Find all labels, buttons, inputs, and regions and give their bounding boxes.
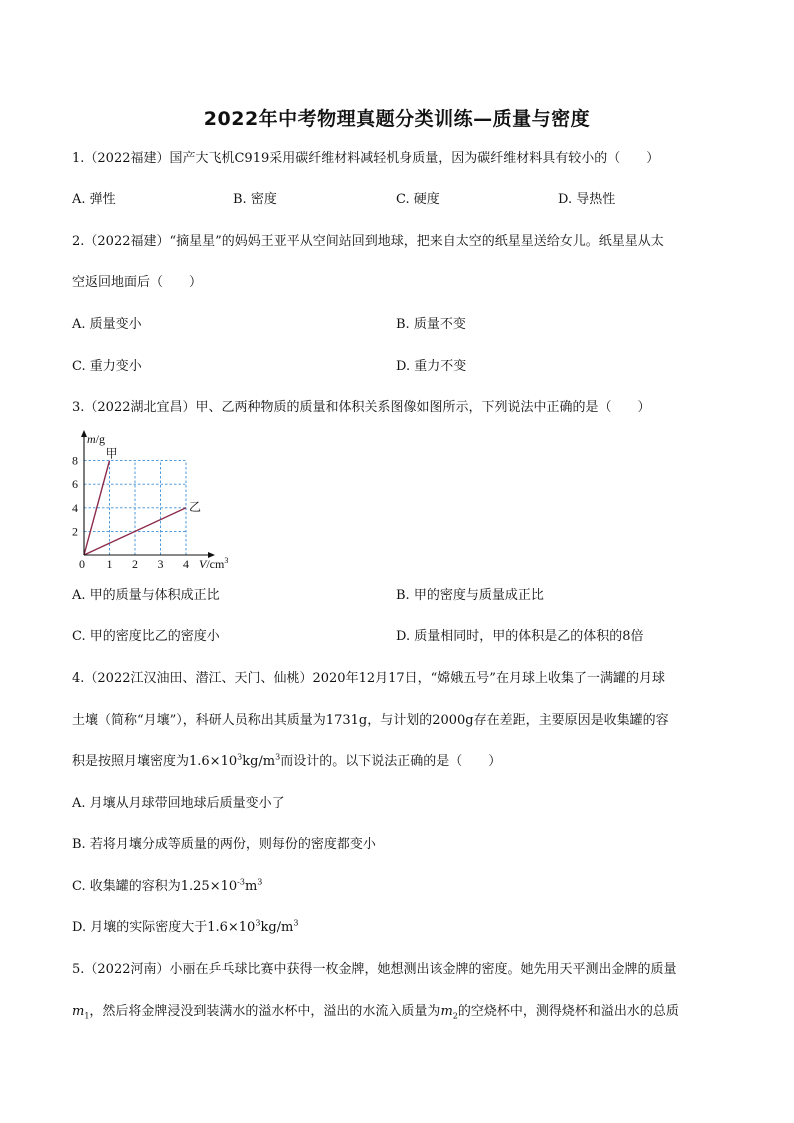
q4-option-c: C. 收集罐的容积为$1.25\times 10^{-3}m^3$: [72, 877, 263, 894]
q3-option-a: A. 甲的质量与体积成正比: [72, 588, 220, 603]
q5-stem-line2: $m_1$，然后将金牌浸没到装满水的溢水杯中，溢出的水流入质量为$m_2$的空烧杯中，测得烧杯和溢出水的总质: [72, 1004, 679, 1021]
q1-option-a: A. 弹性: [72, 192, 116, 207]
series-label-yi: 乙: [189, 499, 202, 514]
q4-option-d: D. 月壤的实际密度大于$1.6\times 10^3kg/m^3$: [72, 918, 299, 935]
q1-stem: 1.（2022福建）国产大飞机C919采用碳纤维材料减轻机身质量，因为碳纤维材料具有较小的（ ）: [72, 151, 660, 166]
q2-option-a: A. 质量变小: [72, 317, 142, 332]
y-axis-label: m/g: [87, 432, 106, 446]
x-tick-label-2: 2: [132, 557, 138, 571]
q1-option-b: B. 密度: [233, 192, 277, 207]
q4-stem-line3: 积是按照月壤密度为$1.6\times 10^3kg/m^3$而设计的。以下说法正确的是（ ）: [72, 752, 502, 769]
q2-stem-line2: 空返回地面后（ ）: [72, 275, 203, 290]
q2-stem-line1: 2.（2022福建）“摘星星”的妈妈王亚平从空间站回到地球，把来自太空的纸星星送给女儿。纸星星从太: [72, 234, 664, 249]
q4-stem-line2: 土壤（简称“月壤”），科研人员称出其质量为1731g，与计划的2000g存在差距，主要原因是收集罐的容: [72, 713, 669, 728]
x-axis-label: $V/cm^3$: [199, 556, 229, 571]
q3-option-d: D. 质量相同时，甲的体积是乙的体积的8倍: [396, 629, 644, 644]
graph-grid: [84, 461, 186, 555]
series-label-jia: 甲: [105, 446, 118, 461]
q2-option-c: C. 重力变小: [72, 359, 142, 374]
y-tick-label-6: 6: [72, 477, 78, 492]
q1-option-d: D. 导热性: [558, 192, 616, 207]
x-tick-label-1: 1: [106, 557, 113, 571]
q3-option-b: B. 甲的密度与质量成正比: [396, 588, 544, 603]
mass-volume-graph: [60, 428, 250, 576]
q4-option-a: A. 月壤从月球带回地球后质量变小了: [72, 796, 285, 811]
x-tick-label-3: 3: [157, 557, 164, 571]
q2-option-d: D. 重力不变: [396, 359, 467, 374]
q2-option-b: B. 质量不变: [396, 317, 466, 332]
x-tick-label-4: 4: [183, 557, 189, 571]
series-line-0: [84, 461, 110, 555]
y-tick-label-2: 2: [72, 524, 78, 539]
y-tick-label-8: 8: [72, 453, 78, 468]
q4-stem-line1: 4.（2022江汉油田、潜江、天门、仙桃）2020年12月17日，“嫦娥五号”在月球上收集了一满罐的月球: [72, 671, 665, 686]
q4-option-b: B. 若将月壤分成等质量的两份，则每份的密度都变小: [72, 837, 376, 852]
y-tick-label-4: 4: [72, 500, 78, 515]
page-title: 2022年中考物理真题分类训练—质量与密度: [203, 108, 591, 130]
q5-stem-line1: 5.（2022河南）小丽在乒乓球比赛中获得一枚金牌，她想测出该金牌的密度。她先用天平测出金牌的质量: [72, 962, 677, 977]
x-tick-label-0: 0: [79, 557, 85, 571]
q1-option-c: C. 硬度: [396, 192, 440, 207]
q3-option-c: C. 甲的密度比乙的密度小: [72, 629, 220, 644]
q3-stem: 3.（2022湖北宜昌）甲、乙两种物质的质量和体积关系图像如图所示，下列说法中正确的是（ ）: [72, 400, 651, 415]
